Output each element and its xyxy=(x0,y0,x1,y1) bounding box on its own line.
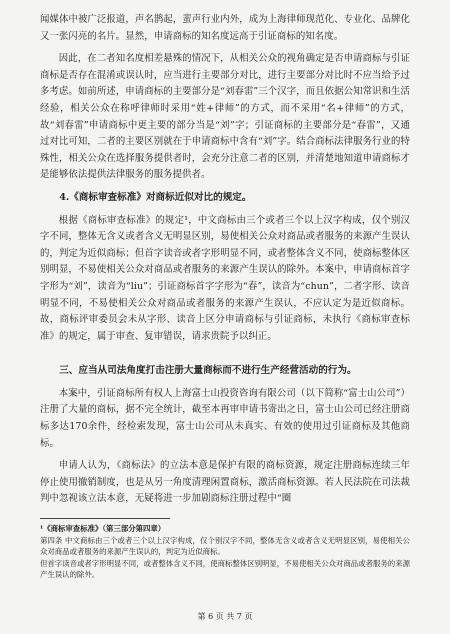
footnote-body-1: 第四条 中文商标由三个或者三个以上汉字构成，仅个别汉字不同，整体无含义或者含义无明显区别，易使相关公众对商品或者服务的来源产生误认的，判定为近似商标。 xyxy=(40,535,410,557)
footnote-body-2: 但首字读音或者字形明显不同，或者整体含义不同，使商标整体区别明显，不易使相关公众对商品或者服务的来源产生误认的除外。 xyxy=(40,558,410,580)
paragraph-5: 申请人认为，《商标法》的立法本意是保护有限的商标资源，规定注册商标连续三年停止使用撤销制度，也是从另一角度清理闲置商标，激活商标资源。若人民法院在司法裁判中忽视该立法本意，无疑将进一步加剧商标注册过程中“圈 xyxy=(40,460,410,505)
paragraph-3: 根据《商标审查标准》的规定¹，中文商标由三个或者三个以上汉字构成，仅个别汉字不同，整体无含义或者含义无明显区别，易使相关公众对商品或者服务的来源产生误认的，判定为近似商标；但首字读音或者字形明显不同，或者整体含义不同，使商标整体区别明显，不易使相关公众对商品或者服务的来源产生误认的除外。本案中，申请商标首字字形为“刘”，读音为“liu”；引证商标首字字形为“春”，读音为“chun”，二者字形、读音明显不同，不易使相关公众对商品或者服务的来源产生误认，不应认定为是近似商标。故，商标评审委员会未从字形、读音上区分申请商标与引证商标，未执行《商标审查标准》的规定，属于审查、复审错误，请求贵院予以纠正。 xyxy=(40,214,410,342)
section-heading-3: 三、应当从司法角度打击注册大量商标而不进行生产经营活动的行为。 xyxy=(59,365,357,377)
footnote-divider xyxy=(40,518,170,519)
paragraph-1: 闻媒体中被广泛报道，声名鹊起，蜚声行业内外，成为上海律师现范化、专业化、品牌化又一张闪亮的名片。显然，申请商标的知名度远高于引证商标的知名度。 xyxy=(40,14,410,42)
paragraph-2: 因此，在二者知名度相差悬殊的情况下，从相关公众的视角确定是否申请商标与引证商标是否存在混淆或误认时，应当进行主要部分对比，进行主要部分对比时不应当给予过多考虑。如前所述，申请商标的主要部分是“刘春雷”三个汉字，而且依据公知常识和生活经验，相关公众在称呼律师时采用“姓+律师”的方式，而不采用“名+律师”的方式，故“刘春雷”申请商标中更主要的部分当是“刘”字；引证商标的主要部分是“春雷”，又通过对比可知，二者的主要区别就在于申请商标中含有“刘”字。结合商标法律服务行业的特殊性，相关公众在选择服务提供者时，会充分注意二者的区别，并清楚地知道申请商标才是能够依法提供法律服务的服务提供者。 xyxy=(40,53,410,181)
paragraph-4: 本案中，引证商标所有权人上海富士山投资咨询有限公司（以下简称“富士山公司”）注册了大量的商标，据不完全统计，截至本再审申请书寄出之日，富士山公司已经注册商标多达170余件，经检索发现，富士山公司从未真实、有效的使用过引证商标及其他商标。 xyxy=(40,387,410,449)
page-number: 第 6 页 共 7 页 xyxy=(197,612,253,621)
section-heading-4: 4.《商标审查标准》对商标近似对比的规定。 xyxy=(59,191,252,203)
footnote-title: ¹《商标审查标准》（第三部分第四章） xyxy=(40,524,166,534)
